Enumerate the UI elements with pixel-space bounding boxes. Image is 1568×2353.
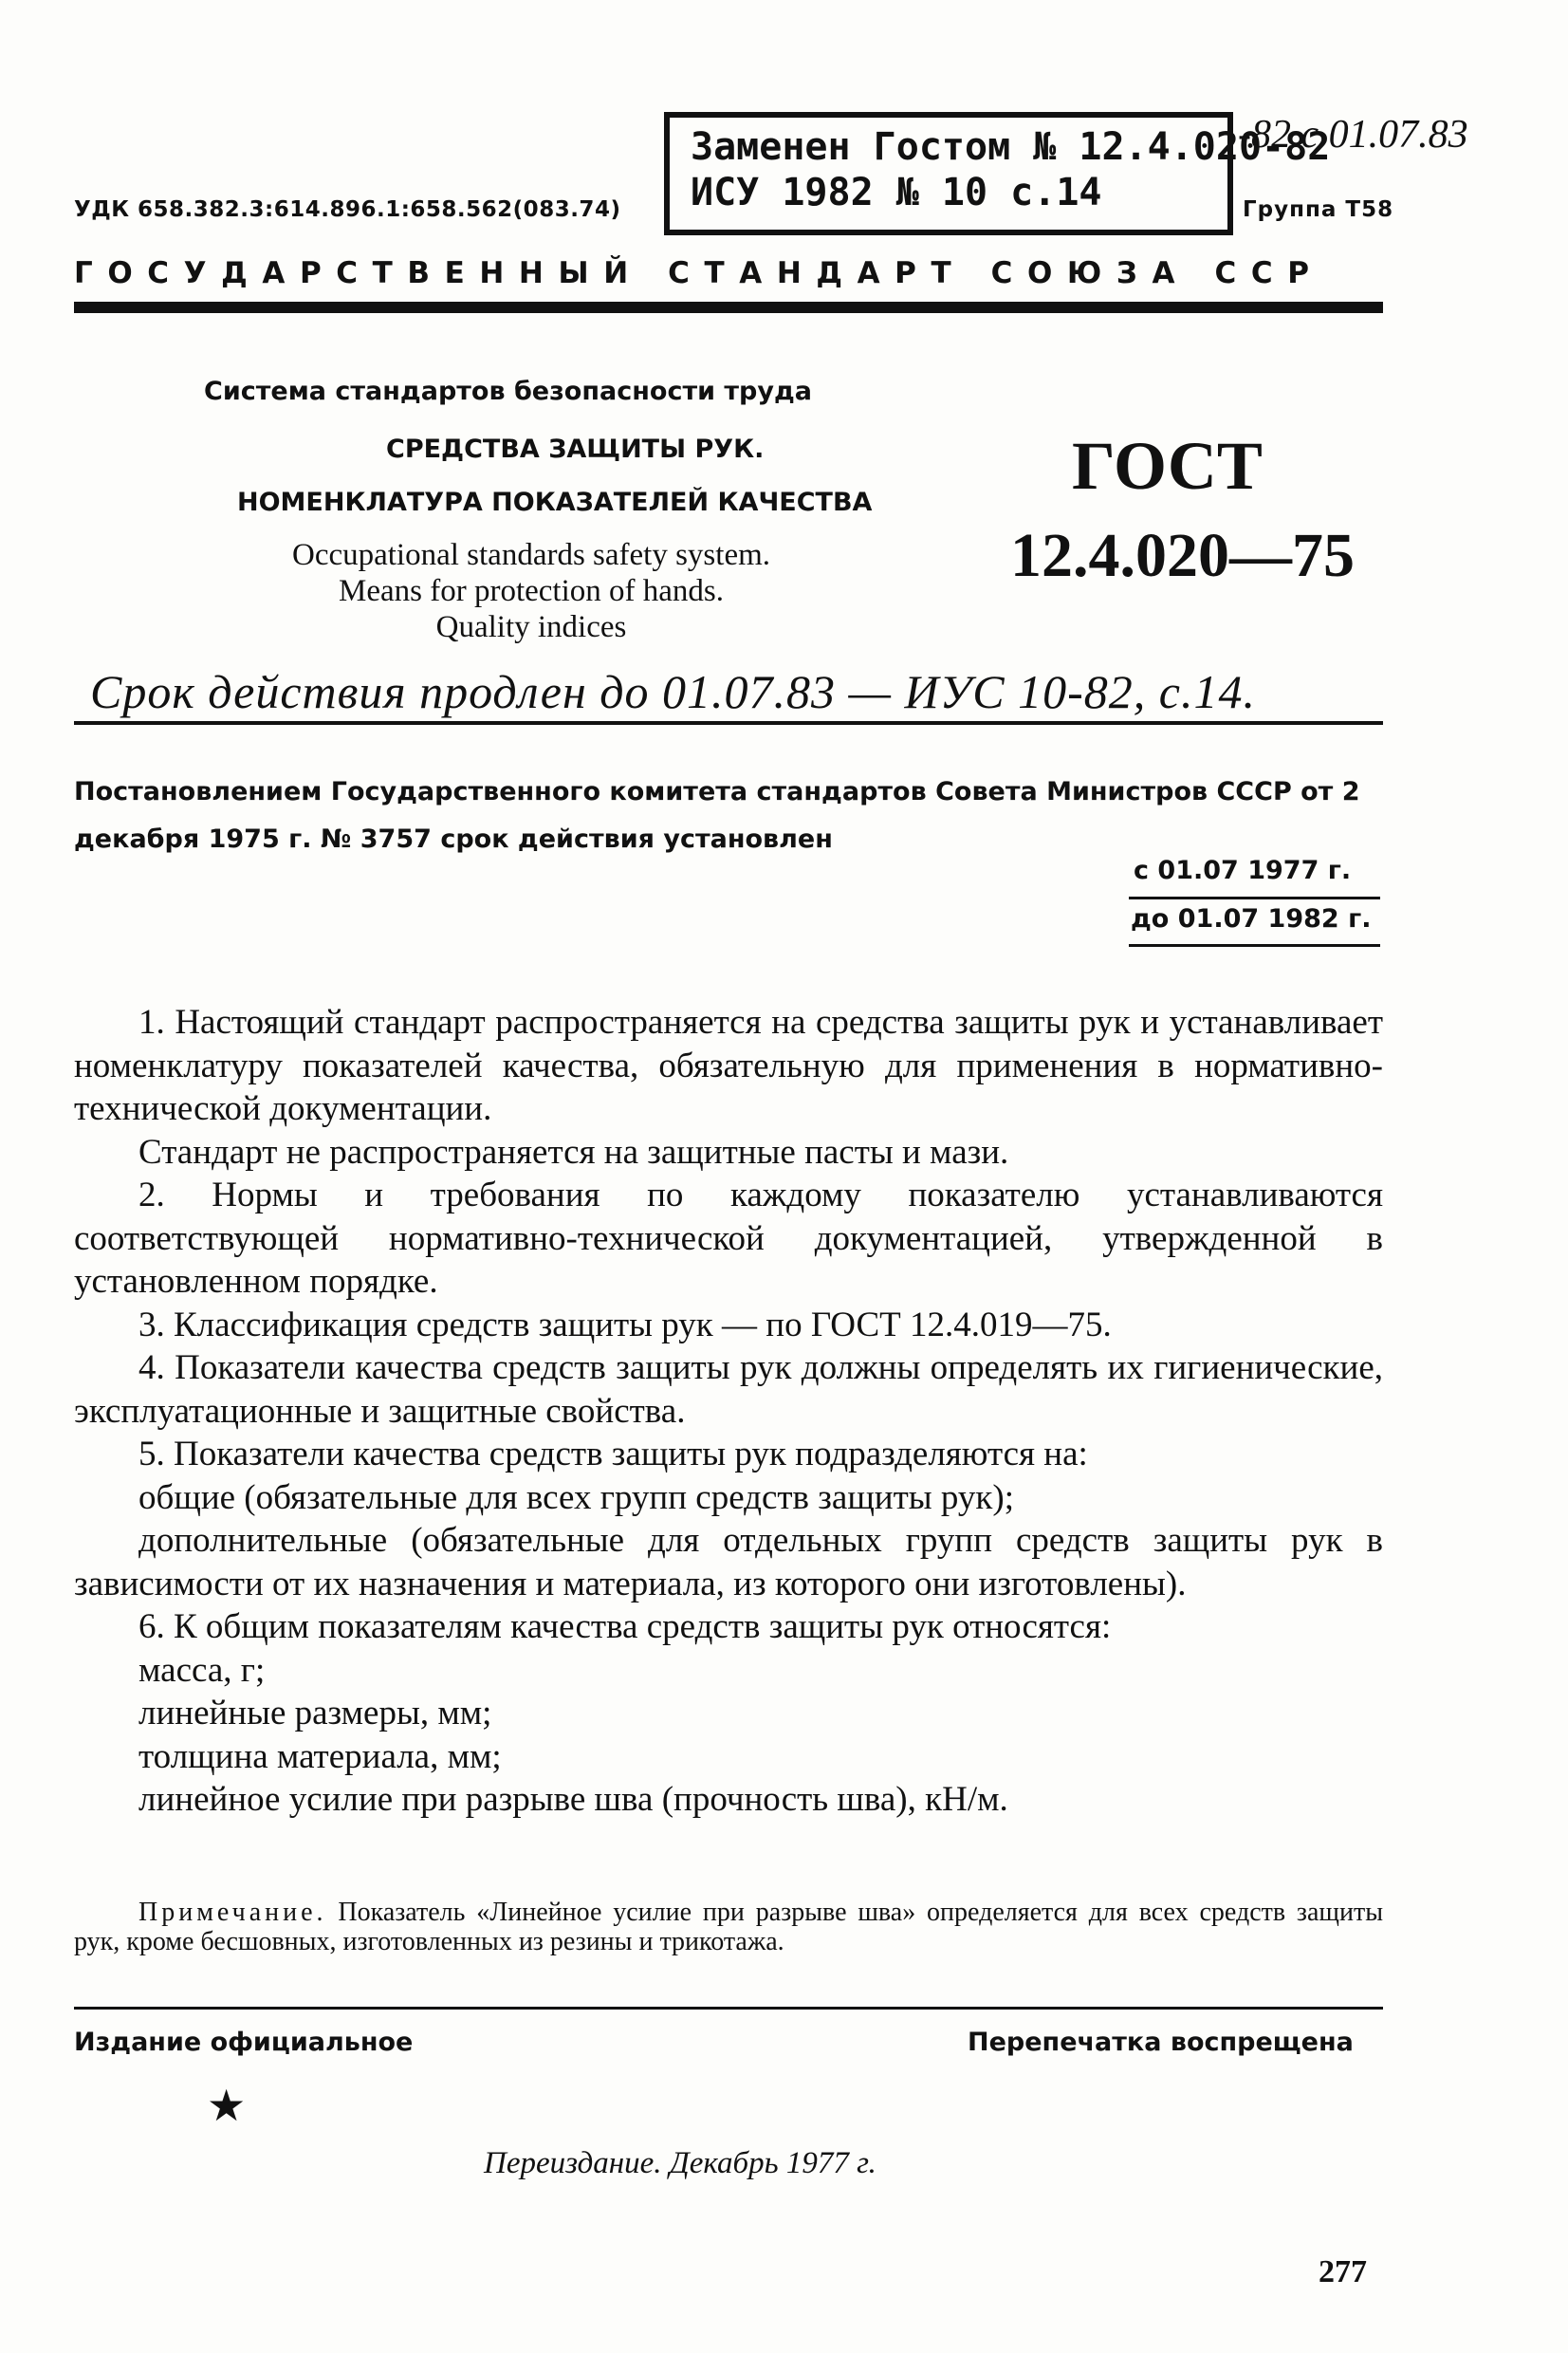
paragraph-1-exclusion: Стандарт не распространяется на защитные пасты и мази. <box>138 1132 1009 1172</box>
paragraph-2: 2. Нормы и требования по каждому показателю устанавливаются соответствующей нормативно-технической документацией, утвержденной в установленном порядке. <box>74 1176 1383 1301</box>
udk-code: УДК 658.382.3:614.896.1:658.562(083.74) <box>74 197 621 222</box>
header-rule <box>74 302 1383 313</box>
english-title <box>190 537 873 645</box>
english-title-line-3: Quality indices <box>435 610 627 644</box>
decree-text: Постановлением Государственного комитета стандартов Совета Министров СССР от 2 декабря 1975 г. № 3757 срок действия установлен <box>74 777 1360 854</box>
gost-label: ГОСТ <box>1072 428 1263 504</box>
gost-number: 12.4.020—75 <box>1010 521 1355 590</box>
official-edition-label: Издание официальное <box>74 2028 414 2057</box>
group-label: Группа Т58 <box>1243 197 1394 222</box>
valid-from-date: с 01.07 1977 г. <box>1134 856 1352 885</box>
footer-rule <box>74 2007 1383 2010</box>
note-text: Показатель «Линейное усилие при разрыве шва» определяется для всех средств защиты рук, кроме бесшовных, изготовленных из резины и трикотажа. <box>74 1898 1384 1956</box>
paragraph-5-general: общие (обязательные для всех групп средств защиты рук); <box>138 1477 1014 1517</box>
list-item: масса, г; <box>138 1650 266 1690</box>
stamp-line-2: ИСУ 1982 № 10 с.14 <box>691 171 1102 214</box>
page-number: 277 <box>1319 2254 1367 2289</box>
paragraph-5: 5. Показатели качества средств защиты рук подразделяются на: <box>138 1435 1088 1473</box>
paragraph-6: 6. К общим показателям качества средств защиты рук относятся: <box>138 1607 1112 1646</box>
star-icon: ★ <box>207 2082 247 2130</box>
date-rule-bottom <box>1129 944 1380 947</box>
paragraph-4: 4. Показатели качества средств защиты рук должны определять их гигиенические, эксплуатационные и защитные свойства. <box>74 1348 1383 1431</box>
paragraph-3: 3. Классификация средств защиты рук — по ГОСТ 12.4.019—75. <box>138 1305 1112 1344</box>
handwritten-extension-note: Срок действия продлен до 01.07.83 — ИУС 10-82, с.14. <box>90 665 1256 718</box>
english-title-line-1: Occupational standards safety system. <box>291 538 771 572</box>
state-standard-heading: ГОСУДАРСТВЕННЫЙ СТАНДАРТ СОЮЗА ССР <box>74 256 1324 290</box>
paragraph-5-additional: дополнительные (обязательные для отдельных групп средств защиты рук в зависимости от их назначения и материала, из которого они изготовлены). <box>74 1521 1383 1603</box>
stamp-handwritten-tail: -82 с 01.07.83 <box>1238 113 1468 157</box>
standard-body <box>74 1001 1383 1822</box>
list-item: линейные размеры, мм; <box>138 1694 492 1732</box>
note-label: Примечание. <box>138 1898 327 1927</box>
english-title-line-2: Means for protection of hands. <box>339 574 724 608</box>
note <box>74 1898 1383 1956</box>
reissue-note: Переиздание. Декабрь 1977 г. <box>484 2146 876 2180</box>
system-title: Система стандартов безопасности труда <box>204 377 813 406</box>
date-rule <box>1129 897 1380 899</box>
standard-title-line-2: НОМЕНКЛАТУРА ПОКАЗАТЕЛЕЙ КАЧЕСТВА <box>237 488 873 517</box>
list-item: толщина материала, мм; <box>138 1736 502 1776</box>
reprint-prohibited-label: Перепечатка воспрещена <box>968 2028 1354 2057</box>
stamp-line-1: Заменен Гостом № 12.4.020-82 <box>691 125 1331 169</box>
list-item: линейное усилие при разрыве шва (прочность шва), кН/м. <box>138 1780 1008 1819</box>
paragraph-1: 1. Настоящий стандарт распространяется на средства защиты рук и устанавливает номенклатуру показателей качества, обязательную для применения в нормативно-технической документации. <box>74 1003 1383 1128</box>
valid-to-date: до 01.07 1982 г. <box>1131 904 1372 934</box>
standard-title-line-1: СРЕДСТВА ЗАЩИТЫ РУК. <box>386 435 765 464</box>
title-rule <box>74 721 1383 725</box>
